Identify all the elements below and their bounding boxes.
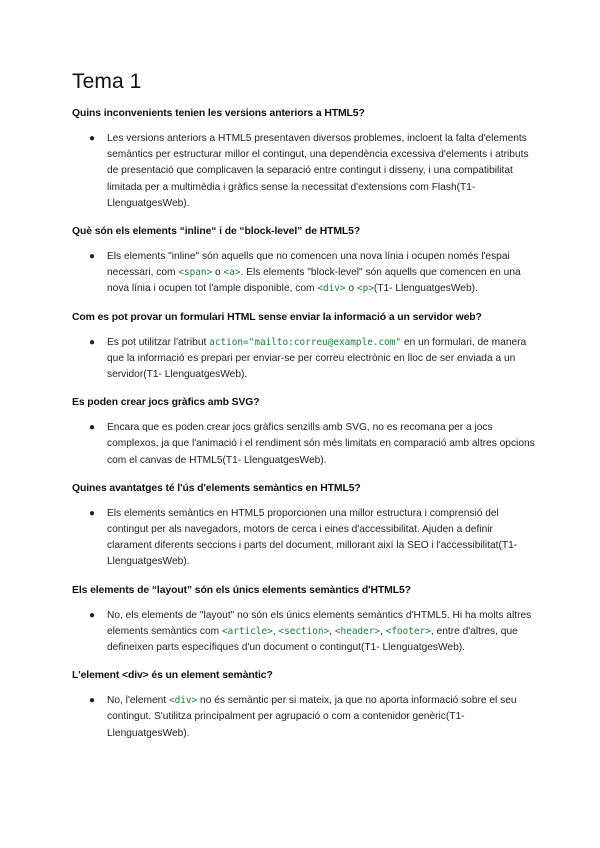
question-heading: L'element <div> és un element semàntic? — [72, 670, 273, 682]
answer-text: , — [272, 625, 279, 637]
bullet-icon: ● — [89, 507, 96, 519]
inline-code: <a> — [223, 267, 241, 279]
answer-text: . Els elements "block-level" són aquells que comencen en una nova línia i ocupen tot l'ample disponible, com — [107, 267, 521, 295]
answer-text: Encara que es poden crear jocs gràfics senzills amb SVG, no es recomana per a jocs complexos, ja que l'animació i el rendiment són més limitats en comparació amb altres opcions com el canvas de HTML5(T1- LlenguatgesWeb). — [107, 422, 535, 466]
inline-code: <span> — [178, 267, 213, 279]
answer-text: , entre d'altres, que defineixen parts específiques d'un document o contingut(T1- LlenguatgesWeb). — [107, 625, 518, 654]
answer-item — [72, 420, 540, 469]
answer-item — [72, 131, 540, 212]
question-heading: Com es pot provar un formulari HTML sense enviar la informació a un servidor web? — [72, 311, 482, 323]
qa-section-7 — [72, 670, 540, 742]
answer-list — [72, 249, 540, 298]
answer-list — [72, 506, 540, 571]
answer-text: No, l'element — [107, 695, 169, 707]
answer-list — [72, 335, 540, 384]
inline-code: action="mailto:correu@example.com" — [209, 336, 402, 348]
answer-list — [72, 420, 540, 469]
inline-code: <header> — [334, 625, 381, 637]
answer-item — [72, 693, 540, 742]
answer-text: , — [329, 625, 335, 637]
question-heading: Els elements de “layout” són els únics elements semàntics d'HTML5? — [72, 584, 411, 596]
inline-code: <div> — [317, 283, 346, 295]
bullet-icon: ● — [89, 695, 96, 707]
inline-code: <footer> — [385, 625, 431, 637]
inline-code: <p> — [356, 283, 374, 295]
answer-text: o — [345, 283, 357, 295]
answer-list — [72, 608, 540, 657]
answer-item — [72, 608, 540, 657]
bullet-icon: ● — [89, 609, 96, 621]
answer-item — [72, 506, 540, 571]
answer-text: Els elements "inline" són aquells que no comencen una nova línia i ocupen només l'espai necessari, com — [107, 251, 510, 279]
answer-text: , — [380, 625, 386, 637]
question-heading: Es poden crear jocs gràfics amb SVG? — [72, 397, 260, 409]
answer-text: en un formulari, de manera que la informació es prepari per enviar-se per correu electrònic en lloc de ser enviada a un servidor(T1- LlenguatgesWeb). — [107, 336, 527, 381]
qa-section-5 — [72, 483, 540, 571]
inline-code: <article> — [221, 625, 273, 637]
inline-code: <section> — [278, 625, 330, 637]
document-title: Tema 1 — [72, 70, 142, 93]
qa-section-4 — [72, 397, 540, 469]
bullet-icon: ● — [89, 133, 96, 144]
question-heading: Quins inconvenients tenien les versions anteriors a HTML5? — [72, 108, 365, 119]
qa-section-3 — [72, 312, 540, 384]
answer-text: No, els elements de "layout" no són els únics elements semàntics d'HTML5. Hi ha molts altres elements semàntics com — [107, 609, 532, 637]
answer-list — [72, 693, 540, 742]
qa-section-1 — [72, 108, 540, 212]
question-heading: Què són els elements “inline“ i de “block-level” de HTML5? — [72, 226, 361, 238]
inline-code: <div> — [168, 695, 198, 707]
answer-text: (T1- LlenguatgesWeb). — [373, 283, 478, 295]
qa-section-2 — [72, 226, 540, 298]
bullet-icon: ● — [89, 336, 96, 348]
question-heading: Quines avantatges té l'ús d'elements semàntics en HTML5? — [72, 482, 361, 494]
answer-item — [72, 249, 540, 298]
qa-section-6 — [72, 585, 540, 657]
answer-text: Les versions anteriors a HTML5 presentaven diversos problemes, incloent la falta d'elements semàntics per estructurar millor el contingut, una dependència excessiva d'elements i atributs de presentació que complicaven la separació entre contingut i disseny, i una compatibilitat limitada per a multimèdia i gràfics sense la necessitat d'extensions com Flash(T1- LlenguatgesWeb). — [107, 133, 529, 209]
bullet-icon: ● — [89, 251, 96, 263]
bullet-icon: ● — [89, 422, 96, 434]
answer-text: no és semàntic per si mateix, ja que no aporta informació sobre el seu contingut. S'utilitza principalment per agrupació o com a contenidor genèric(T1- LlenguatgesWeb). — [107, 695, 517, 739]
answer-item — [72, 335, 540, 384]
answer-list — [72, 131, 540, 212]
answer-text: o — [212, 267, 224, 279]
answer-text: Es pot utilitzar l'atribut — [107, 336, 210, 348]
answer-text: Els elements semàntics en HTML5 proporcionen una millor estructura i comprensió del contingut per als navegadors, motors de cerca i eines d'accessibilitat. Ajuden a definir clarament diferents seccions i parts del document, millorant així la SEO i l'accessibilitat(T1- LlenguatgesWeb). — [107, 507, 518, 568]
